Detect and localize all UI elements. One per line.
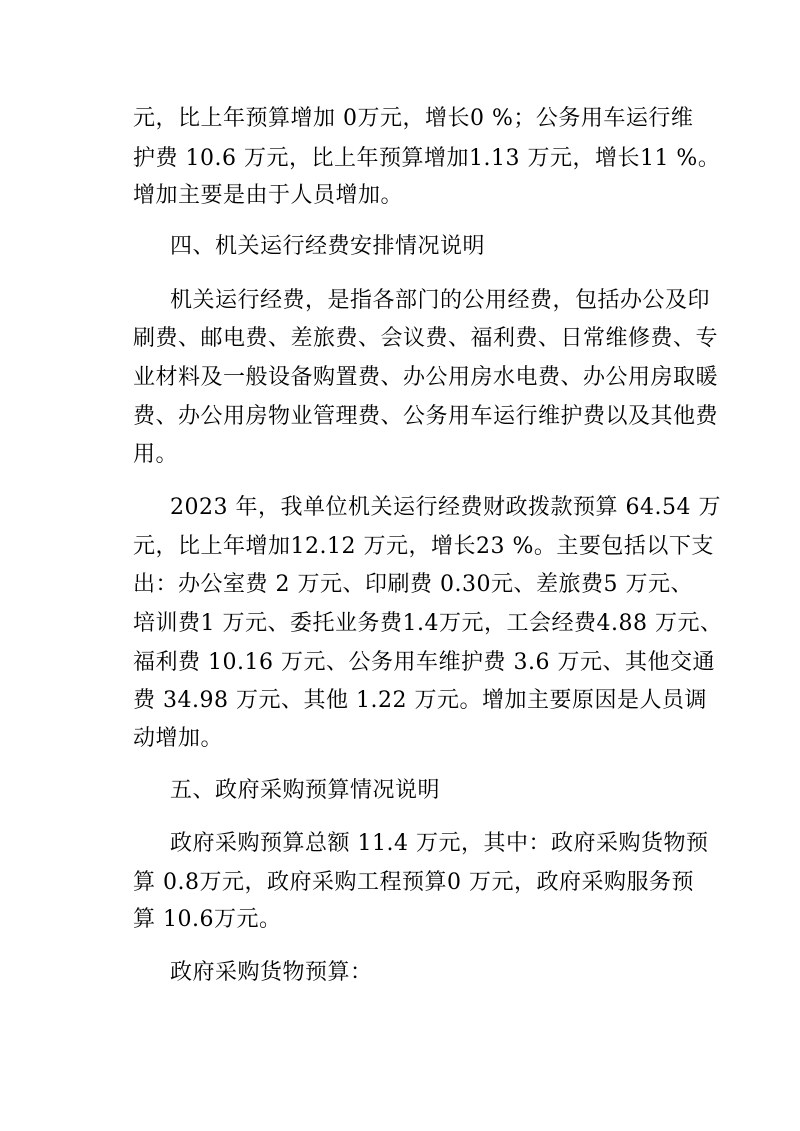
paragraph-line: 福利费 10.16 万元、公务用车维护费 3.6 万元、其他交通 bbox=[133, 650, 715, 675]
paragraph-line: 业材料及一般设备购置费、办公用房水电费、办公用房取暖 bbox=[133, 365, 719, 390]
section-heading: 五、政府采购预算情况说明 bbox=[170, 778, 441, 803]
paragraph-line: 元，比上年增加12.12 万元，增长23 %。主要包括以下支 bbox=[133, 534, 714, 559]
paragraph-line: 算 10.6万元。 bbox=[133, 907, 282, 932]
paragraph-line: 政府采购预算总额 11.4 万元，其中：政府采购货物预 bbox=[170, 831, 709, 856]
section-heading: 四、机关运行经费安排情况说明 bbox=[170, 234, 486, 259]
paragraph-line: 增加主要是由于人员增加。 bbox=[133, 183, 404, 208]
paragraph-line: 用。 bbox=[133, 442, 179, 467]
paragraph-line: 2023 年，我单位机关运行经费财政拨款预算 64.54 万 bbox=[170, 495, 721, 520]
paragraph-line: 费、办公用房物业管理费、公务用车运行维护费以及其他费 bbox=[133, 404, 719, 429]
paragraph-line: 护费 10.6 万元，比上年预算增加1.13 万元，增长11 %。 bbox=[133, 146, 721, 171]
paragraph-line: 算 0.8万元，政府采购工程预算0 万元，政府采购服务预 bbox=[133, 870, 694, 895]
paragraph-line: 机关运行经费，是指各部门的公用经费，包括办公及印 bbox=[170, 288, 711, 313]
paragraph-line: 费 34.98 万元、其他 1.22 万元。增加主要原因是人员调 bbox=[133, 688, 707, 713]
paragraph-line: 出：办公室费 2 万元、印刷费 0.30元、差旅费5 万元、 bbox=[133, 572, 693, 597]
paragraph-line: 元，比上年预算增加 0万元，增长0 %；公务用车运行维 bbox=[133, 106, 694, 131]
paragraph-line: 政府采购货物预算： bbox=[170, 960, 373, 985]
paragraph-line: 培训费1 万元、委托业务费1.4万元，工会经费4.88 万元、 bbox=[133, 611, 723, 636]
paragraph-line: 动增加。 bbox=[133, 726, 224, 751]
paragraph-line: 刷费、邮电费、差旅费、会议费、福利费、日常维修费、专 bbox=[133, 326, 719, 351]
